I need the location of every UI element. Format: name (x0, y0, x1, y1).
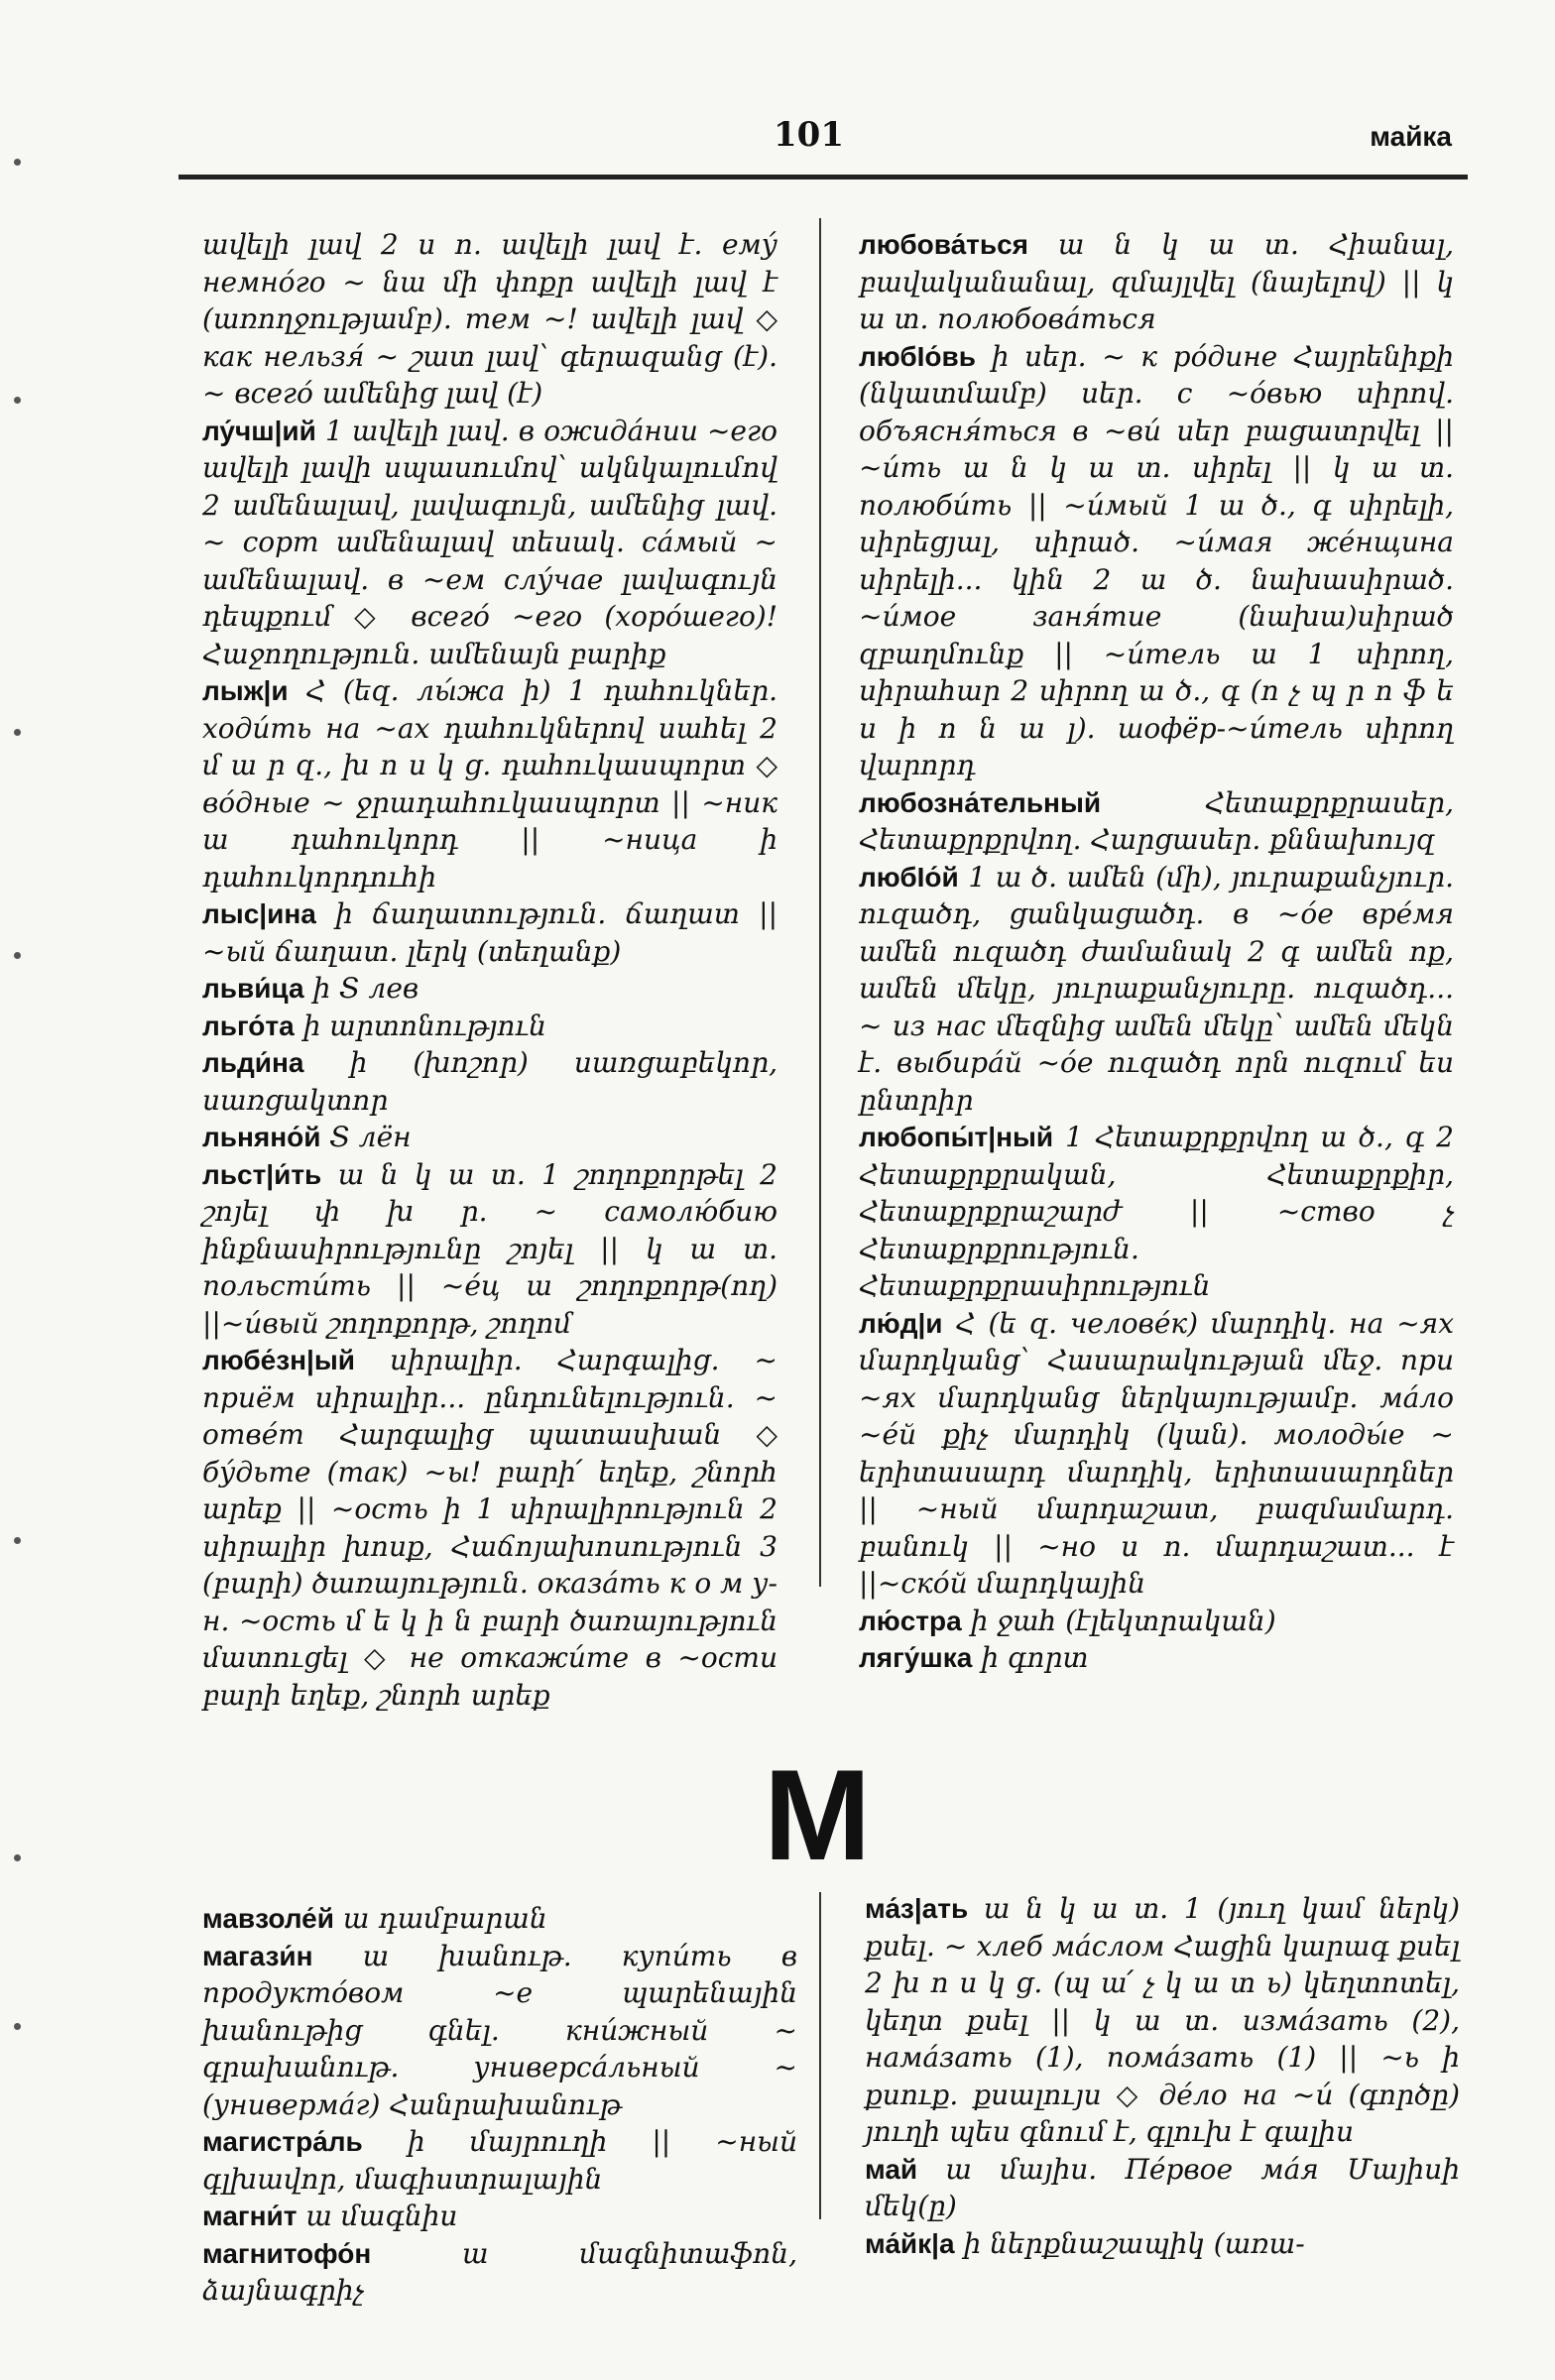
entry-definition: ի արտոնություն (302, 1009, 546, 1042)
entry-definition: ա խանութ. купи́ть в продукто́вом ~е պարենային խանութից գնել. кни́жный ~ գրախանութ. универса́льный ~ (универма́г) Հանրախանութ (202, 1939, 797, 2121)
entry-definition: 1 Հետաքրքրվող ա ծ., գ 2 Հետաքրքրական, Հետաքրքիր, Հետաքրքրաշարժ || ~ство չ Հետաքրքրություն. Հետաքրքրասիրություն (859, 1121, 1454, 1302)
dictionary-entry (202, 1342, 778, 1714)
dictionary-entry (859, 1639, 1454, 1677)
left-column-bottom (202, 1900, 797, 2310)
dictionary-entry (859, 1305, 1454, 1603)
entry-definition: ա մայիս. Пе́рвое ма́я Մայիսի մեկ(ը) (865, 2152, 1460, 2222)
entry-definition: ի Տ лев (312, 972, 419, 1005)
dictionary-entry (202, 1044, 778, 1119)
entry-definition: ի սեր. ~ к ро́дине Հայրենիքի (նկատմամբ) սեր. с ~о́вью սիրով. объясня́ться в ~ви́ սեր բացատրվել || ~и́ть ա ն կ ա տ. սիրել || կ ա տ. полюби́ть || ~и́мый 1 ա ծ., գ սիրելի, սիրեցյալ, սիրած. ~и́мая же́нщина սիրելի... կին 2 ա ծ. նախասիրած. ~и́мое заня́тие (նախա)սիրած զբաղմունք || ~и́тель ա 1 սիրող, սիրահար 2 սիրող ա ծ., գ (ո չ պ ր ո ֆ ե ս ի ո ն ա լ). шофёр-~и́тель սիրող վարորդ (859, 339, 1455, 781)
entry-definition: ա ն կ ա տ. 1 շողոքորթել 2 շոյել փ խ ր. ~ самолю́бию ինքնասիրությունը շոյել || կ ա տ. польсти́ть || ~е́ц ա շողոքորթ(ող) ||~и́вый շողոքորթ, շողոմ (202, 1157, 778, 1340)
entry-definition: ի ջահ (էլեկտրական) (970, 1604, 1276, 1637)
left-column-top (202, 226, 778, 1714)
page-number: 101 (774, 115, 844, 155)
section-letter: М (764, 1742, 872, 1887)
entry-definition: ի ներքնաշապիկ (առա- (963, 2226, 1305, 2260)
dictionary-entry (202, 413, 778, 673)
margin-mark (14, 397, 21, 404)
entry-headword: магистра́ль (202, 2126, 363, 2157)
dictionary-entry (859, 1119, 1454, 1305)
margin-mark (14, 729, 21, 736)
dictionary-entry (202, 2198, 797, 2235)
margin-mark (14, 952, 21, 959)
dictionary-entry (202, 1008, 778, 1045)
entry-definition: ա ն կ ա տ. 1 (յուղ կամ ներկ) քսել. ~ хлеб ма́слом Հացին կարագ քսել 2 խ ո ս կ ց. (պ ա՛ չ կ ա տ ь) կեղտոտել, կեղտ քսել || կ ա տ. изма́зать (2), нама́зать (1), пома́зать (1) || ~ь ի քսուք. քսալույս ◇ де́ло на ~и́ (գործը) յուղի պես գնում է, գլուխ է գալիս (865, 1892, 1460, 2148)
entry-headword: льняно́й (202, 1122, 321, 1152)
dictionary-entry (202, 1938, 797, 2124)
dictionary-entry (202, 1156, 778, 1343)
dictionary-entry (202, 2235, 797, 2310)
entry-headword: ма́йк|а (865, 2227, 955, 2259)
right-column-bottom (865, 1890, 1460, 2262)
entry-headword: любопы́т|ный (859, 1122, 1054, 1152)
entry-definition: 1 ա ծ. ամեն (մի), յուրաքանչյուր. ուզածդ, ցանկացածդ. в ~о́е вре́мя ամեն ուզածդ ժամանակ 2 գ ամեն ոք, ամեն մեկը, յուրաքանչյուրը. ուզածդ... ~ из нас մեզնից ամեն մեկը՝ ամեն մեկն է. выбира́й ~о́е ուզածդ որն ուզում ես ընտրիր (859, 860, 1454, 1117)
margin-mark (14, 159, 21, 166)
right-column-top (859, 226, 1454, 1677)
entry-headword: лыж|и (202, 675, 289, 706)
entry-definition: ի (խոշոր) սառցաբեկոր, սառցակտոր (202, 1046, 778, 1117)
dictionary-entry (859, 784, 1454, 859)
dictionary-entry (859, 859, 1454, 1120)
dictionary-entry (859, 226, 1454, 338)
dictionary-entry (202, 1119, 778, 1156)
entry-headword: любІо́й (859, 861, 959, 892)
entry-definition: ի մայրուղի || ~ный գլխավոր, մագիստրալային (202, 2125, 797, 2196)
dictionary-entry (859, 1603, 1454, 1640)
entry-headword: любова́ться (859, 229, 1028, 260)
entry-headword: льст|и́ть (202, 1158, 322, 1190)
entry-headword: льди́на (202, 1047, 304, 1078)
entry-definition: ա դամբարան (342, 1902, 547, 1935)
dictionary-entry (202, 2123, 797, 2198)
dictionary-entry (865, 2151, 1460, 2225)
entry-headword: льви́ца (202, 973, 304, 1004)
entry-headword: магази́н (202, 1940, 313, 1971)
entry-headword: лягу́шка (859, 1642, 973, 1673)
dictionary-entry (859, 338, 1454, 784)
dictionary-entry (202, 226, 778, 413)
entry-definition: ա մագնիս (305, 2200, 458, 2232)
entry-definition: ի գորտ (981, 1641, 1089, 1674)
entry-headword: магнитофо́н (202, 2237, 372, 2269)
margin-mark (14, 1537, 21, 1544)
dictionary-entry (202, 672, 778, 895)
entry-headword: мавзоле́й (202, 1903, 334, 1934)
entry-headword: лю́д|и (859, 1307, 943, 1339)
entry-definition: Հետաքրքրասեր, Հետաքրքրվող. Հարցասեր. քննախույզ (859, 785, 1454, 856)
entry-headword: любе́зн|ый (202, 1345, 355, 1375)
entry-headword: лу́чш|ий (202, 415, 316, 446)
entry-headword: льго́та (202, 1010, 295, 1041)
entry-definition: 1 ավելի լավ. в ожида́нии ~его ավելի լավի սպասումով՝ ակնկալումով 2 ամենալավ, լավագույն, ամենից լավ. ~ сорт ամենալավ տեսակ. са́мый ~ ամենալավ. в ~ем слу́чае լավագույն դեպքում ◇ всего́ ~его (хоро́шего)! Հաջողություն. ամենայն բարիք (202, 414, 778, 670)
entry-definition: ա ն կ ա տ. Հիանալ, բավականանալ, զմայլվել (նայելով) || կ ա տ. полюбова́ться (859, 228, 1455, 335)
entry-definition: Տ лён (329, 1121, 412, 1153)
dictionary-entry (202, 1900, 797, 1938)
entry-definition: ավելի լավ 2 ս ո. ավելի լավ է. ему́ немно́го ~ նա մի փոքր ավելի լավ է (առողջությամբ). тем ~! ավելի լավ ◇ как нельзя́ ~ շատ լավ՝ գերազանց (է). ~ всего́ ամենից լավ (է) (202, 228, 778, 410)
dictionary-entry (202, 895, 778, 970)
entry-headword: лю́стра (859, 1605, 962, 1636)
margin-mark (14, 2023, 21, 2030)
running-head: майка (1370, 121, 1452, 152)
entry-definition: Հ (եզ. лы́жа ի) 1 դահուկներ. ходи́ть на ~ах դահուկներով սահել 2 մ ա ր զ., խ ո ս կ ց. դահուկասպորտ ◇ во́дные ~ ջրադահուկասպորտ || ~ник ա դահուկորդ || ~ница ի դահուկորդուհի (202, 674, 778, 893)
column-divider (819, 218, 821, 1587)
entry-headword: лыс|ина (202, 898, 316, 929)
entry-headword: май (865, 2153, 918, 2185)
entry-definition: ա մագնիտաֆոն, ձայնագրիչ (202, 2236, 797, 2307)
dictionary-entry (865, 1890, 1460, 2151)
page-header (179, 109, 1468, 178)
entry-headword: магни́т (202, 2201, 298, 2231)
entry-definition: Հ (ե զ. челове́к) մարդիկ. на ~ях մարդկանց՝ Հասարակության մեջ. при ~ях մարդկանց ներկայությամբ. ма́ло ~е́й քիչ մարդիկ (կան). молоды́е ~ երիտասարդ մարդիկ, երիտասարդներ || ~ный մարդաշատ, բազմամարդ. բանուկ || ~но ս ո. մարդաշատ... է ||~ско́й մարդկային (859, 1306, 1454, 1600)
entry-definition: ի ճաղատություն. ճաղատ || ~ый ճաղատ. լերկ (տեղանք) (202, 897, 778, 968)
entry-headword: любозна́тельный (859, 786, 1102, 818)
margin-mark (14, 1854, 21, 1861)
entry-headword: ма́з|ать (865, 1893, 969, 1924)
dictionary-entry (865, 2225, 1460, 2263)
column-divider (819, 1892, 821, 2219)
dictionary-entry (202, 970, 778, 1008)
header-rule (179, 175, 1468, 179)
entry-definition: սիրալիր. Հարգալից. ~ приём սիրալիր... ընդունելություն. ~ отве́т Հարգալից պատասխան ◇ бу́дьте (так) ~ы! բարի՛ եղեք, շնորհ արեք || ~ость ի 1 սիրալիրություն 2 սիրալիր խոսք, Հաճոյախոսություն 3 (բարի) ծառայություն. оказа́ть к о м у-н. ~ость մ ե կ ի ն բարի ծառայություն մատուցել ◇ не откажи́те в ~ости բարի եղեք, շնորհ արեք (202, 1344, 778, 1712)
entry-headword: любІо́вь (859, 340, 976, 372)
